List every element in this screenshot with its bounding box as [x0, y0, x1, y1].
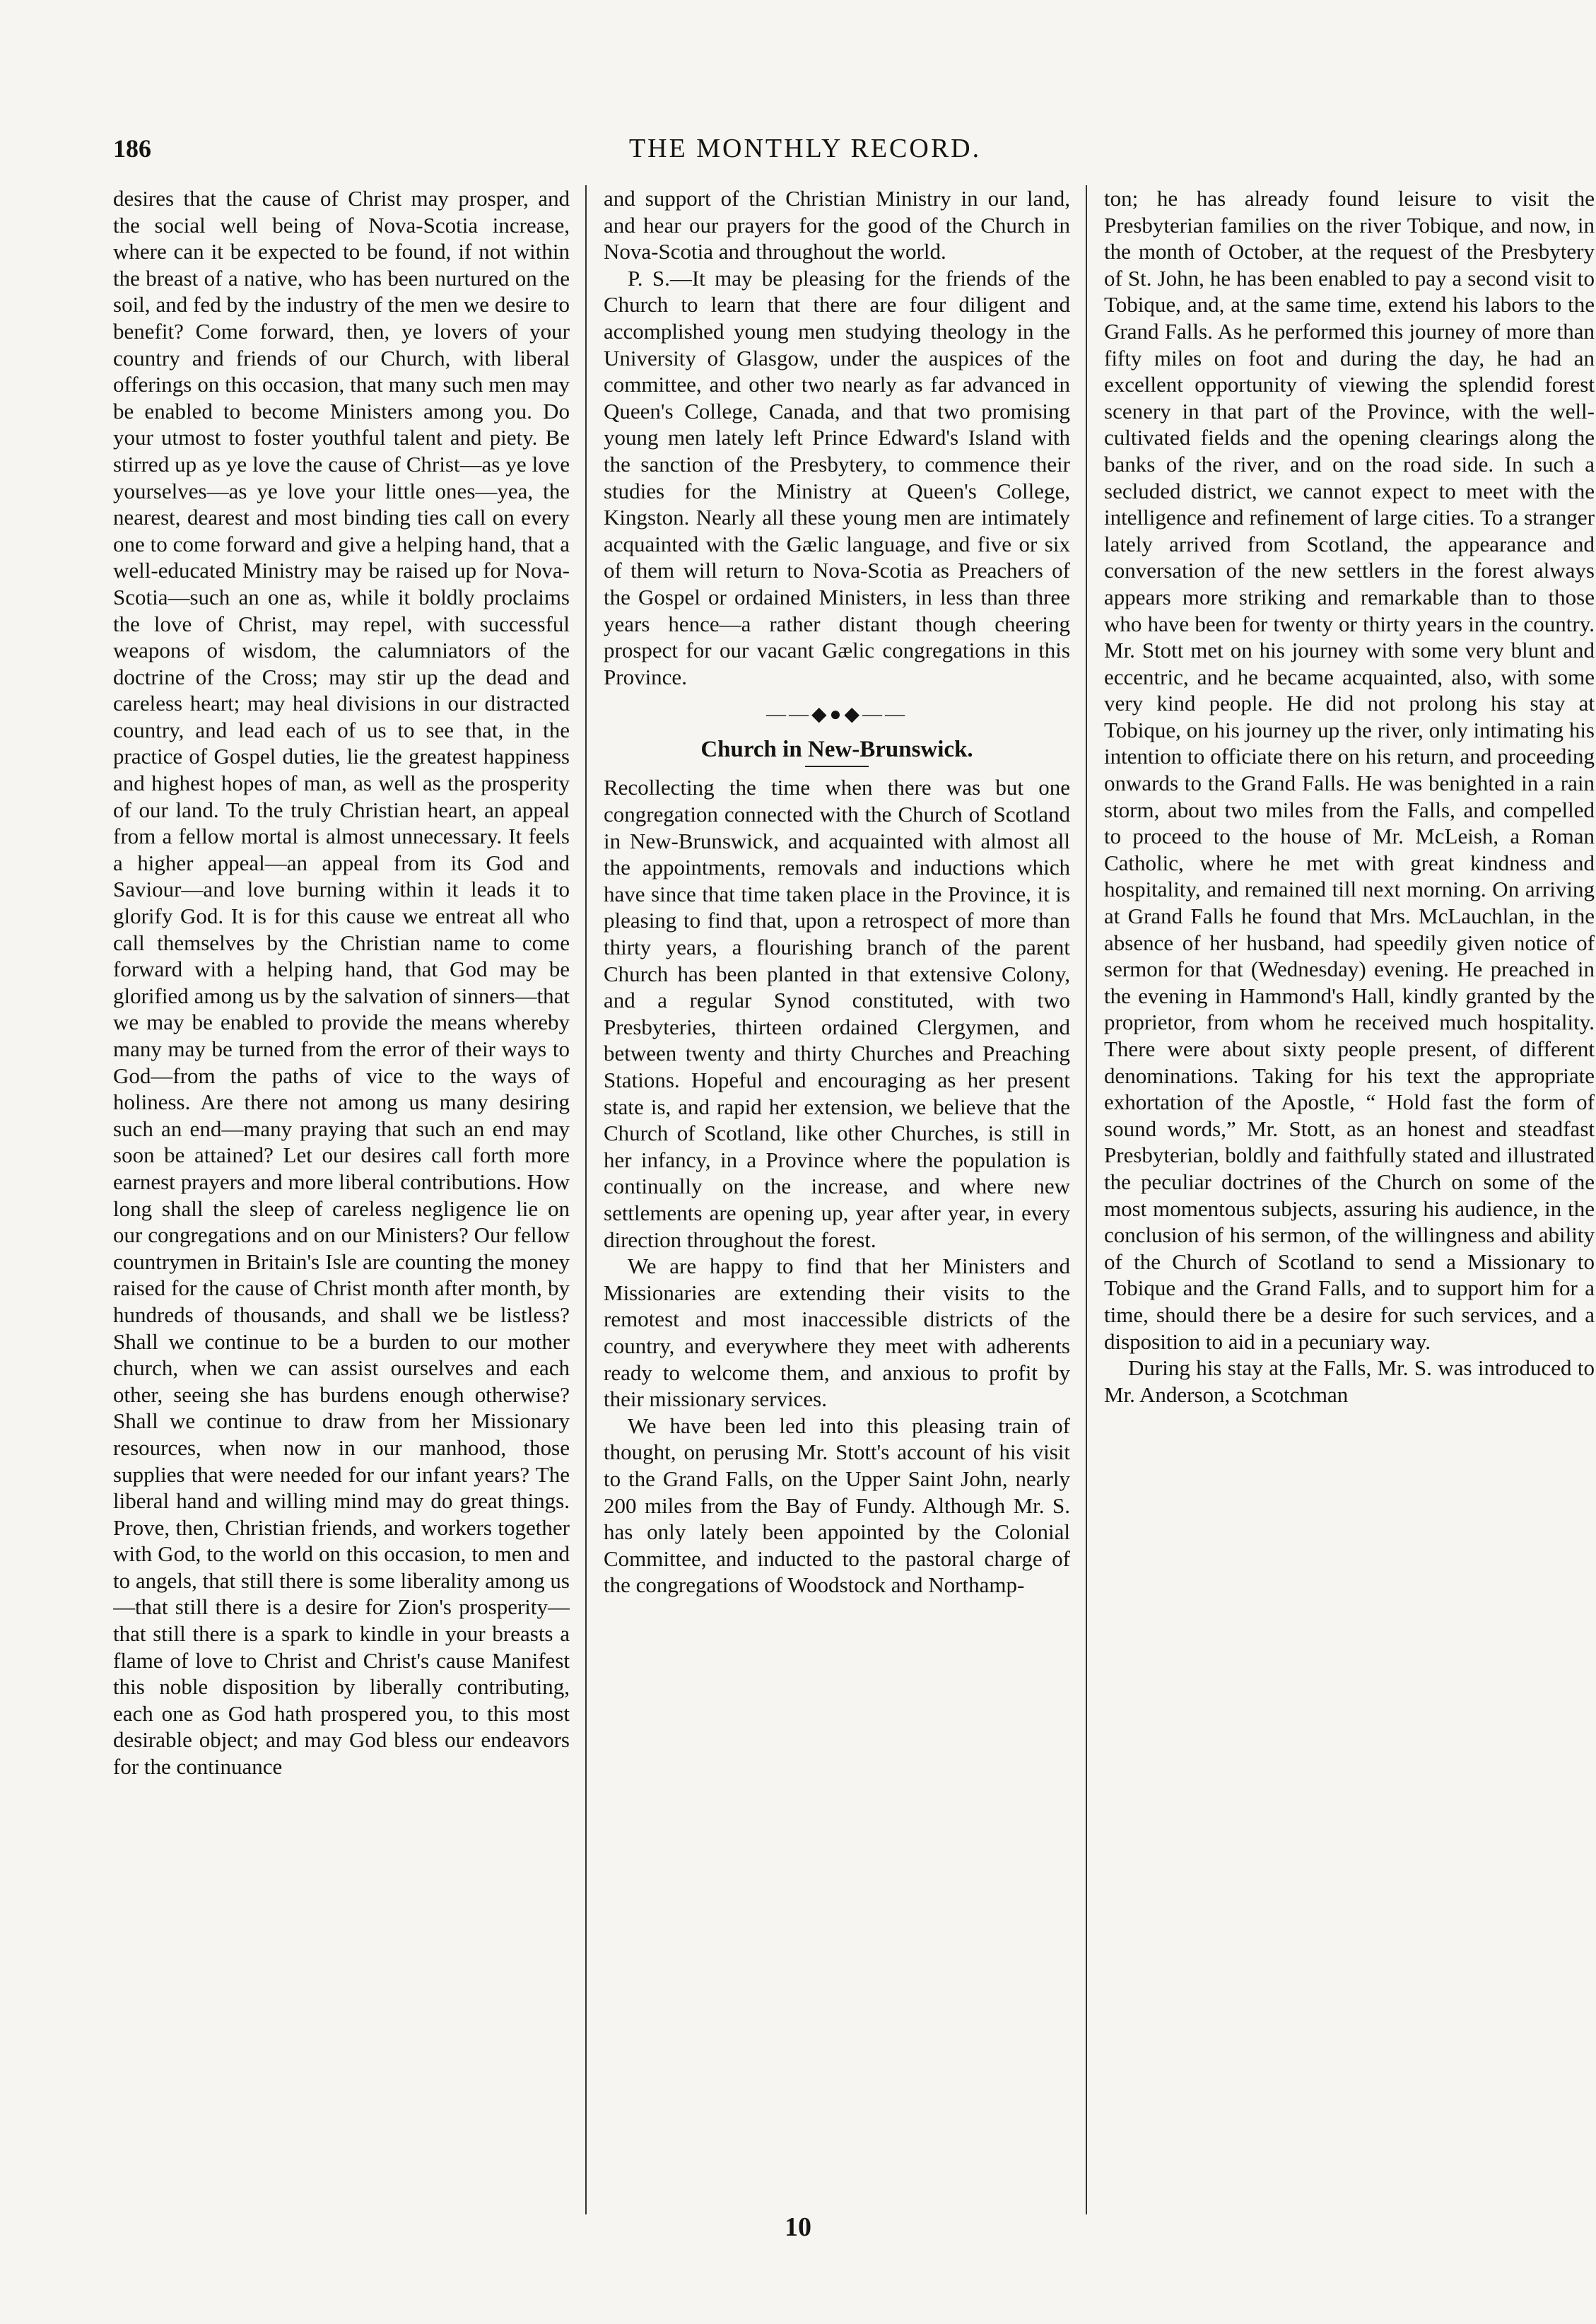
column1-paragraph: desires that the cause of Christ may prosper, and the social well being of Nova-Scotia increase, where can it be expected to be found, if not within the breast of a native, who has been nurtured on the soil, and fed by the industry of the men we desire to benefit? Come forward, then, ye lovers of your country and friends of our Church, with liberal offerings on this occasion, that many such men may be enabled to become Ministers among you. Do your utmost to foster youthful talent and piety. Be stirred up as ye love the cause of Christ—as ye love yourselves—as ye love your little ones—yea, the nearest, dearest and most binding ties call on every one to come forward and give a helping hand, that a well-educated Ministry may be raised up for Nova-Scotia—such an one as, while it boldly proclaims the love of Christ, may repel, with successful weapons of wisdom, the calumniators of the doctrine of the Cross; may stir up the dead and careless heart; may heal divisions in our distracted country, and lead each of us to see that, in the practice of Gospel duties, lie the greatest happiness and highest hopes of man, as well as the prosperity of our land. To the truly Christian heart, an appeal from a fellow mortal is almost unnecessary. It feels a higher appeal—an appeal from its God and Saviour—and love burning within it leads it to glorify God. It is for this cause we entreat all who call themselves by the Christian name to come forward with a helping hand, that God may be glorified among us by the salvation of sinners—that we may be enabled to provide the means whereby many may be turned from the error of their ways to God—from the paths of vice to the ways of holiness. Are there not among us many desiring such an end—many praying that such an end may soon be attained? Let our desires call forth more earnest prayers and more liberal contributions. How long shall the sleep of careless negligence lie on our congregations and on our Ministers? Our fellow countrymen in Britain's Isle are counting the money raised for the cause of Christ month after month, by hundreds of thousands, and shall we be listless? Shall we continue to be a burden to our mother church, when we can assist ourselves and each other, seeing she has burdens enough otherwise? Shall we continue to draw from her Missionary resources, when now in our manhood, those supplies that were needed for our infant years? The liberal hand and willing mind may do great things. Prove, then, Christian friends, and workers together with God, to the world on this occasion, to men and to angels, that still there is some liberality among us—that still there is a desire for Zion's prosperity—that still there is a spark to kindle in your breasts a flame of love to Christ and Christ's cause Manifest this noble disposition by liberally contributing, each one as God hath prospered you, to this most desirable object; and may God bless our endeavors for the continuance — [113, 186, 570, 1780]
column-right — [1104, 185, 1595, 2214]
column2-paragraph: P. S.—It may be pleasing for the friends of the Church to learn that there are four diligent and accomplished young men studying theology in the University of Glasgow, under the auspices of the committee, and other two nearly as far advanced in Queen's College, Canada, and that two promising young men lately left Prince Edward's Island with the sanction of the Presbytery, to commence their studies for the Ministry at Queen's College, Kingston. Nearly all these young men are intimately acquainted with the Gælic language, and five or six of them will return to Nova-Scotia as Preachers of the Gospel or ordained Ministers, in less than three years hence—a rather distant though cheering prospect for our vacant Gælic congregations in this Province. — [604, 265, 1070, 689]
column-middle — [604, 185, 1070, 2214]
column3-paragraph: During his stay at the Falls, Mr. S. was introduced to Mr. Anderson, a Scotchman — [1104, 1355, 1595, 1407]
section-ornament: ——◆●◆—— — [766, 703, 908, 726]
column-divider — [1086, 185, 1089, 2214]
column2-paragraph: and support of the Christian Ministry in our land, and hear our prayers for the good of the Church in Nova-Scotia and throughout the world. — [604, 186, 1070, 264]
section-title: Church in New-Brunswick. — [700, 736, 973, 762]
signature-number: 10 — [785, 2212, 811, 2242]
journal-title: THE MONTHLY RECORD. — [628, 134, 982, 163]
column-left — [113, 185, 570, 2214]
title-divider — [805, 766, 869, 767]
column2-paragraph: We have been led into this pleasing train of thought, on perusing Mr. Stott's account of his visit to the Grand Falls, on the Upper Saint John, nearly 200 miles from the Bay of Fundy. Although Mr. S. has only lately been appointed by the Colonial Committee, and inducted to the pastoral charge of the congregations of Woodstock and Northamp- — [604, 1413, 1070, 1598]
column3-paragraph: ton; he has already found leisure to visit the Presbyterian families on the river Tobique, and now, in the month of October, at the request of the Presbytery of St. John, he has been enabled to pay a second visit to Tobique, and, at the same time, extend his labors to the Grand Falls. As he performed this journey of more than fifty miles on foot and during the day, he had an excellent opportunity of viewing the splendid forest scenery in that part of the Province, with the well-cultivated fields and the opening clearings along the banks of the river, and on the road side. In such a secluded district, we cannot expect to meet with the intelligence and refinement of large cities. To a stranger lately arrived from Scotland, the appearance and conversation of the new settlers in the forest always appears more striking and remarkable than to those who have been for twenty or thirty years in the country. Mr. Stott met on his journey with some very blunt and eccentric, and he became acquainted, also, with some very kind people. He did not prolong his stay at Tobique, on his journey up the river, only intimating his intention to officiate there on his return, and proceeding onwards to the Grand Falls. He was benighted in a rain storm, about two miles from the Falls, and compelled to proceed to the house of Mr. McLeish, a Roman Catholic, where he met with great kindness and hospitality, and remained till next morning. On arriving at Grand Falls he found that Mrs. McLauchlan, in the absence of her husband, had speedily given notice of sermon for that (Wednesday) evening. He preached in the evening in Hammond's Hall, kindly granted by the proprietor, from whom he received much hospitality. There were about sixty people present, of different denominations. Taking for his text the appropriate exhortation of the Apostle, “ Hold fast the form of sound words,” Mr. Stott, as an honest and steadfast Presbyterian, boldly and faithfully stated and illustrated the peculiar doctrines of the Church on some of the most momentous subjects, assuring his audience, in the conclusion of his sermon, of the willingness and ability of the Church of Scotland to send a Missionary to Tobique and the Grand Falls, and to support him for a time, should there be a desire for such services, and a disposition to aid in a pecuniary way. — [1104, 186, 1595, 1354]
page-header — [113, 127, 1497, 170]
column2-paragraph: We are happy to find that her Ministers and Missionaries are extending their visits to the remotest and most inaccessible districts of the country, and everywhere they meet with adherents ready to welcome them, and anxious to profit by their missionary services. — [604, 1254, 1070, 1412]
column2-paragraph: Recollecting the time when there was but one congregation connected with the Church of Scotland in New-Brunswick, and acquainted with almost all the appointments, removals and inductions which have since that time taken place in the Province, it is pleasing to find that, upon a retrospect of more than thirty years, a flourishing branch of the parent Church has been planted in that extensive Colony, and a regular Synod constituted, with two Presbyteries, thirteen ordained Clergymen, and between twenty and thirty Churches and Preaching Stations. Hopeful and encouraging as her present state is, and rapid her extension, we believe that the Church of Scotland, like other Churches, is still in her infancy, in a Province where the population is continually on the increase, and where new settlements are opening up, year after year, in every direction throughout the forest. — [604, 775, 1070, 1252]
page-number: 186 — [113, 134, 151, 163]
column-divider — [585, 185, 588, 2214]
text-columns — [113, 185, 1595, 2214]
